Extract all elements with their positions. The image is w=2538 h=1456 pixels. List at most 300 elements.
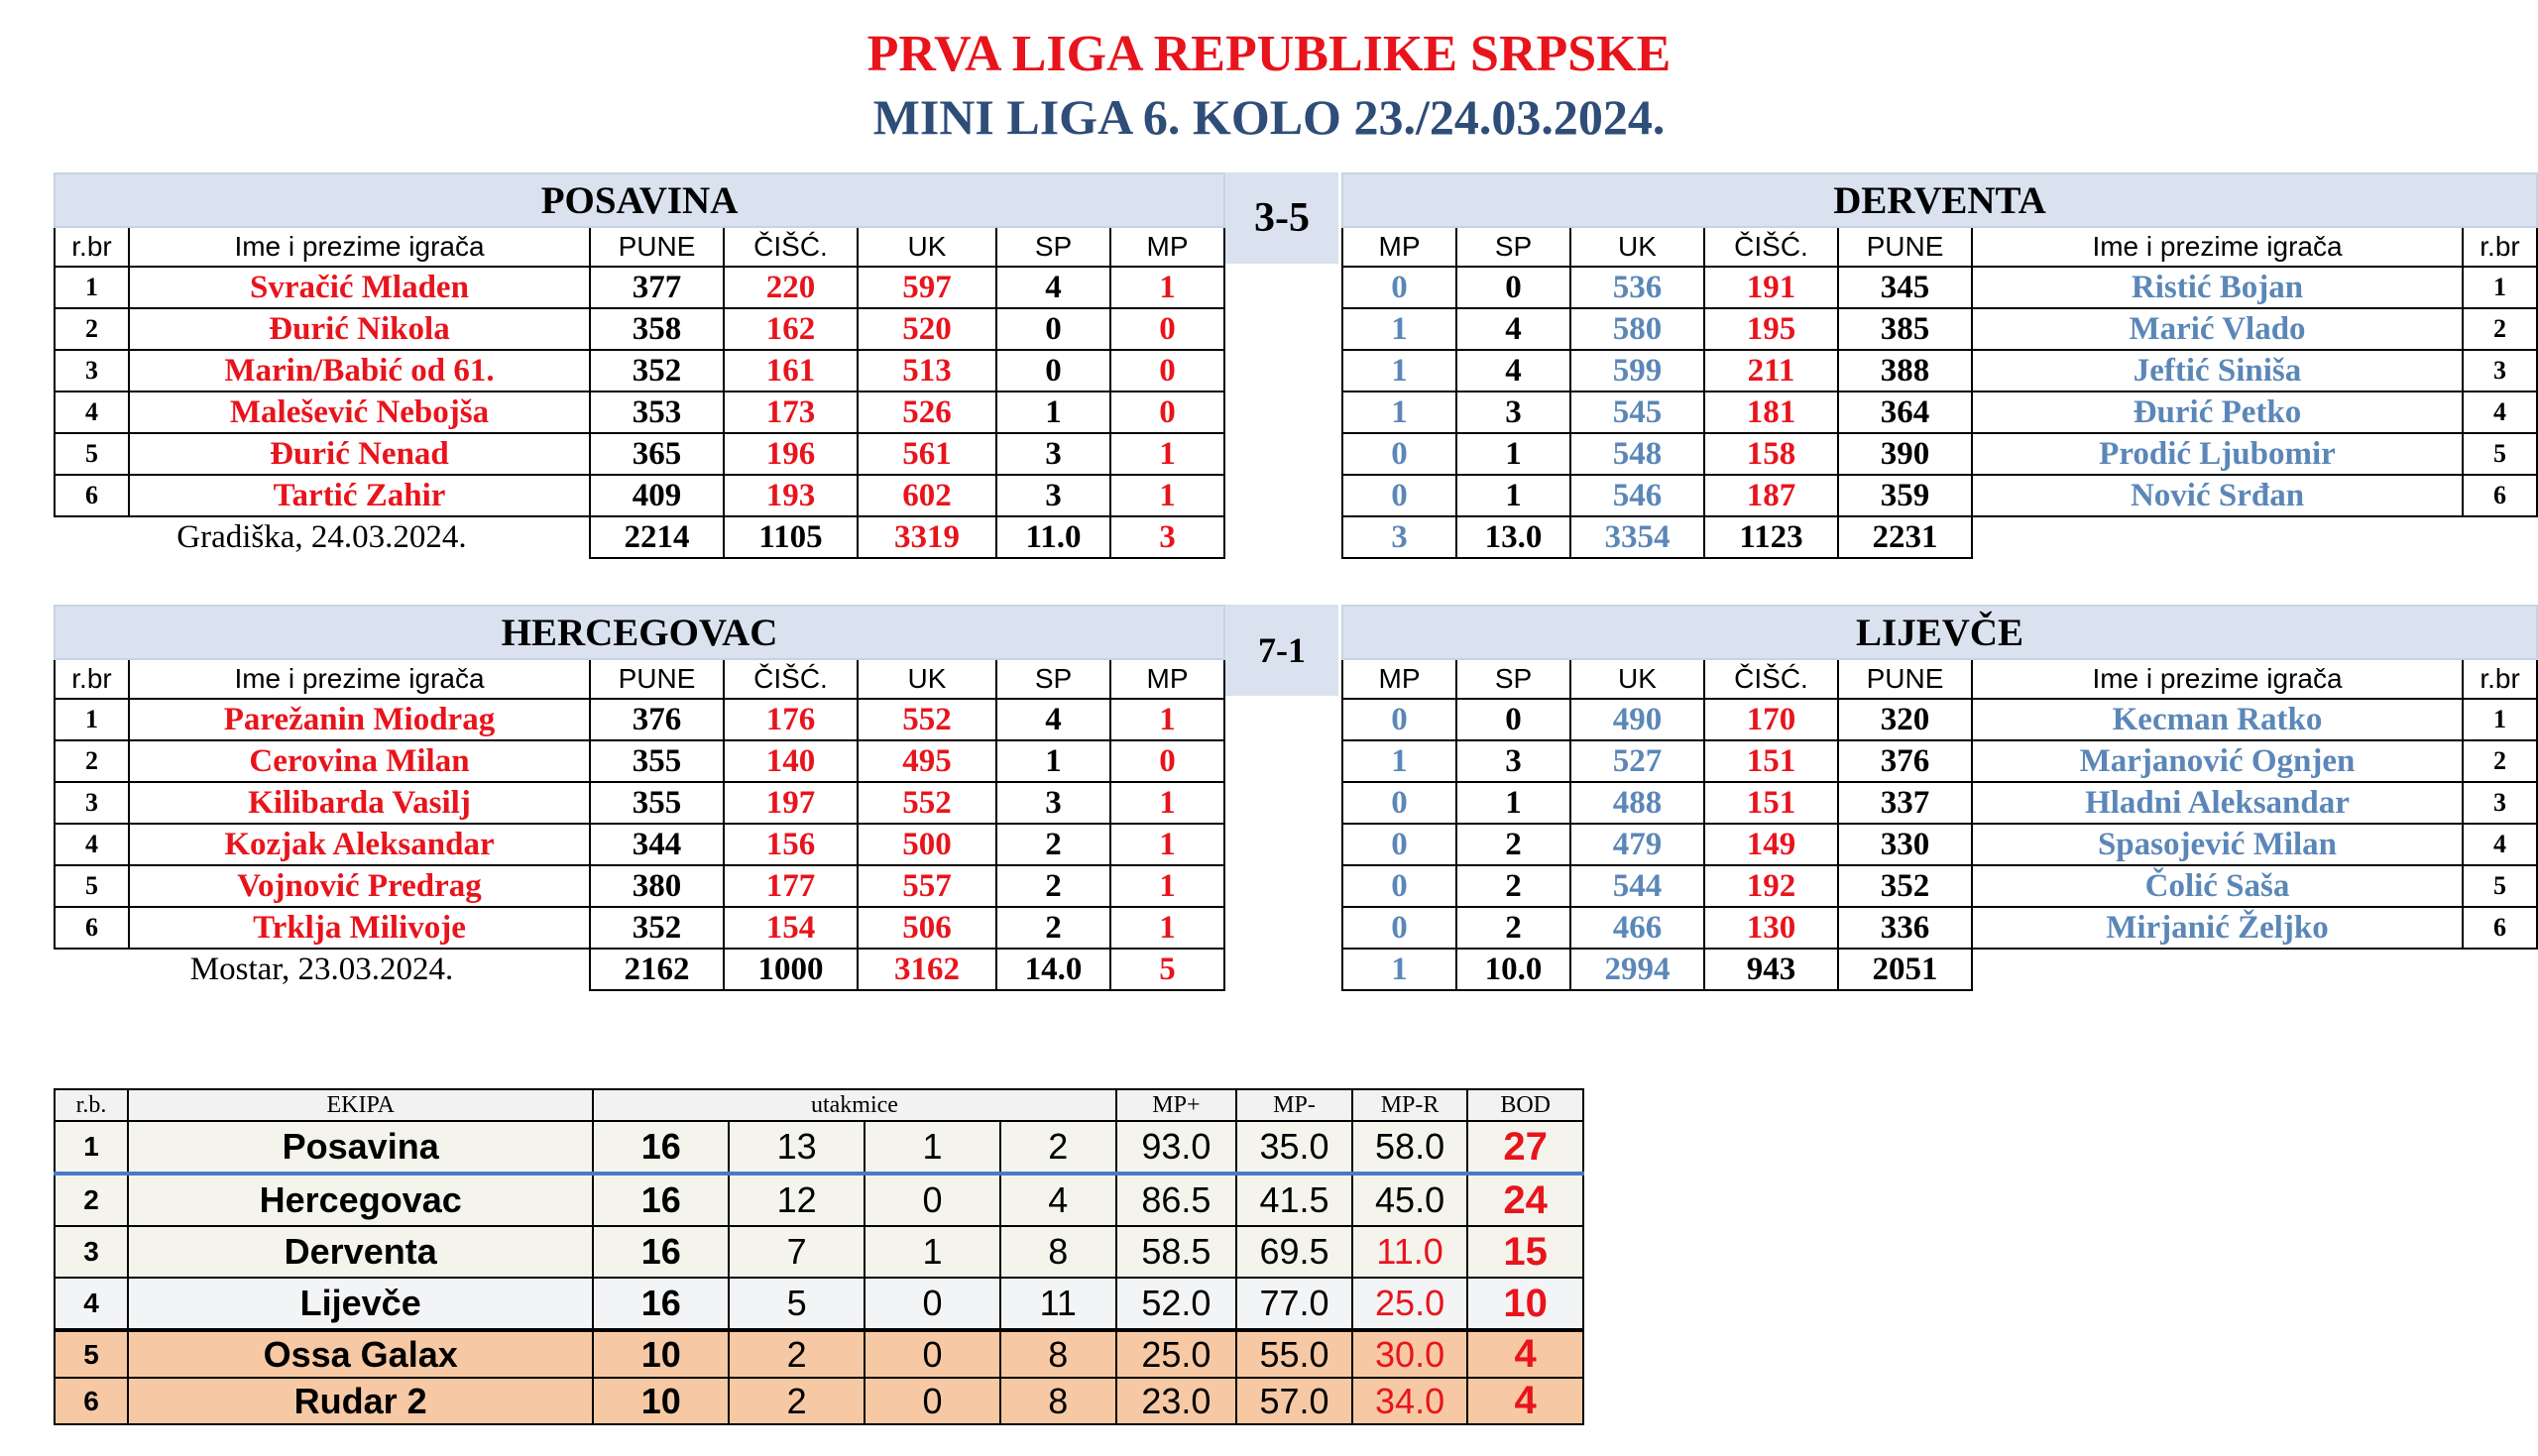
total-uk: 2994	[1570, 949, 1704, 990]
standings-mp-plus: 58.5	[1116, 1226, 1237, 1278]
player-name: Đurić Nenad	[129, 433, 590, 475]
away-total-row	[1342, 949, 2537, 990]
total-pune: 2162	[590, 949, 724, 990]
col-header-mp: MP	[1342, 227, 1456, 267]
standings-mp-minus: 41.5	[1236, 1174, 1352, 1226]
col-header-player: Ime i prezime igrača	[129, 659, 590, 699]
standings-mp-r: 34.0	[1352, 1378, 1468, 1424]
standings-losses: 8	[1000, 1330, 1116, 1378]
standings-played: 16	[593, 1226, 729, 1278]
player-pune: 330	[1838, 824, 1972, 865]
col-header-uk: UK	[1570, 659, 1704, 699]
standings-losses: 11	[1000, 1278, 1116, 1330]
player-uk: 580	[1570, 308, 1704, 350]
player-pune: 377	[590, 267, 724, 308]
player-sp: 4	[996, 699, 1110, 740]
standings-losses: 2	[1000, 1121, 1116, 1174]
standings-mp-plus: 86.5	[1116, 1174, 1237, 1226]
standings-played: 16	[593, 1278, 729, 1330]
home-team-header	[55, 173, 1224, 227]
player-pune: 359	[1838, 475, 1972, 516]
player-row	[55, 267, 1224, 308]
standings-draws: 1	[865, 1121, 1000, 1174]
player-pune: 355	[590, 740, 724, 782]
standings-row	[55, 1121, 1583, 1174]
player-pune: 355	[590, 782, 724, 824]
col-header-uk: UK	[858, 659, 996, 699]
home-team-header	[55, 606, 1224, 659]
player-rbr: 5	[55, 865, 129, 907]
player-uk: 488	[1570, 782, 1704, 824]
player-row	[1342, 699, 2537, 740]
player-mp: 1	[1110, 782, 1224, 824]
col-header-mp: MP	[1342, 659, 1456, 699]
col-header-sp: SP	[1456, 659, 1570, 699]
player-rbr: 6	[55, 475, 129, 516]
standings-header-mp-plus: MP+	[1116, 1089, 1237, 1121]
player-name: Vojnović Predrag	[129, 865, 590, 907]
col-header-player: Ime i prezime igrača	[129, 227, 590, 267]
standings-wins: 12	[729, 1174, 865, 1226]
player-mp: 1	[1110, 475, 1224, 516]
standings-mp-plus: 52.0	[1116, 1278, 1237, 1330]
player-uk: 526	[858, 392, 996, 433]
home-team-table	[54, 605, 1225, 991]
player-mp: 1	[1342, 392, 1456, 433]
player-row	[1342, 865, 2537, 907]
standings-mp-minus: 55.0	[1236, 1330, 1352, 1378]
player-name: Đurić Petko	[1972, 392, 2463, 433]
col-header-cisc: ČIŠĆ.	[724, 659, 858, 699]
player-pune: 388	[1838, 350, 1972, 392]
player-mp: 1	[1342, 350, 1456, 392]
standings-draws: 0	[865, 1278, 1000, 1330]
col-header-cisc: ČIŠĆ.	[1704, 227, 1838, 267]
standings-header-row	[55, 1089, 1583, 1121]
player-cisc: 211	[1704, 350, 1838, 392]
player-uk: 552	[858, 782, 996, 824]
player-rbr: 6	[2463, 475, 2537, 516]
total-pune: 2214	[590, 516, 724, 558]
player-sp: 2	[996, 865, 1110, 907]
player-cisc: 177	[724, 865, 858, 907]
empty-cell	[1972, 949, 2537, 990]
standings-draws: 1	[865, 1226, 1000, 1278]
player-sp: 4	[996, 267, 1110, 308]
player-mp: 1	[1342, 740, 1456, 782]
player-rbr: 4	[55, 392, 129, 433]
total-cisc: 1123	[1704, 516, 1838, 558]
col-header-pune: PUNE	[590, 659, 724, 699]
standings-losses: 8	[1000, 1226, 1116, 1278]
player-cisc: 193	[724, 475, 858, 516]
total-sp: 11.0	[996, 516, 1110, 558]
standings-mp-minus: 57.0	[1236, 1378, 1352, 1424]
col-header-pune: PUNE	[1838, 659, 1972, 699]
player-pune: 376	[1838, 740, 1972, 782]
player-uk: 545	[1570, 392, 1704, 433]
player-cisc: 181	[1704, 392, 1838, 433]
player-cisc: 156	[724, 824, 858, 865]
standings-header-matches: utakmice	[593, 1089, 1115, 1121]
player-cisc: 162	[724, 308, 858, 350]
player-cisc: 196	[724, 433, 858, 475]
player-pune: 390	[1838, 433, 1972, 475]
player-pune: 352	[590, 350, 724, 392]
player-mp: 0	[1342, 699, 1456, 740]
player-uk: 506	[858, 907, 996, 949]
player-rbr: 5	[2463, 865, 2537, 907]
total-mp: 5	[1110, 949, 1224, 990]
player-cisc: 130	[1704, 907, 1838, 949]
standings-rank: 2	[55, 1174, 128, 1226]
player-uk: 548	[1570, 433, 1704, 475]
standings-mp-plus: 23.0	[1116, 1378, 1237, 1424]
standings-rank: 4	[55, 1278, 128, 1330]
player-rbr: 4	[2463, 824, 2537, 865]
standings-team: Lijevče	[128, 1278, 593, 1330]
player-row	[55, 308, 1224, 350]
player-pune: 352	[1838, 865, 1972, 907]
player-sp: 4	[1456, 350, 1570, 392]
player-cisc: 192	[1704, 865, 1838, 907]
home-team-name: HERCEGOVAC	[55, 606, 1224, 659]
away-team-table	[1341, 172, 2538, 559]
standings-played: 16	[593, 1174, 729, 1226]
player-row	[55, 782, 1224, 824]
player-row	[1342, 267, 2537, 308]
player-name: Svračić Mladen	[129, 267, 590, 308]
standings-mp-minus: 69.5	[1236, 1226, 1352, 1278]
player-cisc: 170	[1704, 699, 1838, 740]
player-rbr: 2	[2463, 308, 2537, 350]
away-team-header	[1342, 173, 2537, 227]
player-uk: 557	[858, 865, 996, 907]
total-uk: 3162	[858, 949, 996, 990]
standings-row	[55, 1226, 1583, 1278]
player-cisc: 151	[1704, 782, 1838, 824]
col-header-mp: MP	[1110, 659, 1224, 699]
standings-losses: 8	[1000, 1378, 1116, 1424]
standings-draws: 0	[865, 1330, 1000, 1378]
away-column-header-row	[1342, 227, 2537, 267]
player-row	[55, 740, 1224, 782]
player-pune: 385	[1838, 308, 1972, 350]
player-pune: 358	[590, 308, 724, 350]
player-mp: 0	[1110, 350, 1224, 392]
total-sp: 14.0	[996, 949, 1110, 990]
player-rbr: 1	[2463, 267, 2537, 308]
standings-row	[55, 1174, 1583, 1226]
col-header-uk: UK	[858, 227, 996, 267]
total-pune: 2051	[1838, 949, 1972, 990]
player-name: Hladni Aleksandar	[1972, 782, 2463, 824]
player-cisc: 197	[724, 782, 858, 824]
player-row	[1342, 475, 2537, 516]
total-uk: 3354	[1570, 516, 1704, 558]
player-pune: 344	[590, 824, 724, 865]
match-place-date: Gradiška, 24.03.2024.	[176, 519, 467, 555]
player-sp: 1	[996, 740, 1110, 782]
col-header-cisc: ČIŠĆ.	[724, 227, 858, 267]
player-mp: 0	[1110, 308, 1224, 350]
player-cisc: 173	[724, 392, 858, 433]
standings-mp-r: 25.0	[1352, 1278, 1468, 1330]
standings-header-mp-r: MP-R	[1352, 1089, 1468, 1121]
player-sp: 2	[1456, 824, 1570, 865]
player-pune: 380	[590, 865, 724, 907]
player-row	[1342, 907, 2537, 949]
player-mp: 1	[1110, 907, 1224, 949]
player-uk: 466	[1570, 907, 1704, 949]
player-row	[55, 475, 1224, 516]
match-score: 7-1	[1225, 605, 1338, 696]
player-name: Marin/Babić od 61.	[129, 350, 590, 392]
player-mp: 1	[1110, 699, 1224, 740]
player-row	[55, 865, 1224, 907]
standings-wins: 2	[729, 1330, 865, 1378]
player-sp: 3	[996, 782, 1110, 824]
player-mp: 0	[1342, 782, 1456, 824]
standings-mp-plus: 25.0	[1116, 1330, 1237, 1378]
player-cisc: 195	[1704, 308, 1838, 350]
player-rbr: 1	[55, 267, 129, 308]
player-mp: 1	[1342, 308, 1456, 350]
player-sp: 0	[1456, 699, 1570, 740]
total-cisc: 1105	[724, 516, 858, 558]
col-header-uk: UK	[1570, 227, 1704, 267]
col-header-cisc: ČIŠĆ.	[1704, 659, 1838, 699]
player-rbr: 3	[55, 782, 129, 824]
col-header-sp: SP	[1456, 227, 1570, 267]
standings-points: 15	[1467, 1226, 1583, 1278]
standings-header-mp-minus: MP-	[1236, 1089, 1352, 1121]
player-cisc: 140	[724, 740, 858, 782]
standings-team: Hercegovac	[128, 1174, 593, 1226]
player-row	[55, 433, 1224, 475]
player-cisc: 149	[1704, 824, 1838, 865]
standings-team: Rudar 2	[128, 1378, 593, 1424]
standings-points: 4	[1467, 1330, 1583, 1378]
player-mp: 1	[1110, 865, 1224, 907]
standings-draws: 0	[865, 1378, 1000, 1424]
match-score: 3-5	[1225, 172, 1338, 264]
player-cisc: 220	[724, 267, 858, 308]
standings-wins: 5	[729, 1278, 865, 1330]
standings-team: Ossa Galax	[128, 1330, 593, 1378]
player-rbr: 6	[2463, 907, 2537, 949]
player-pune: 409	[590, 475, 724, 516]
player-sp: 3	[1456, 392, 1570, 433]
player-name: Kozjak Aleksandar	[129, 824, 590, 865]
col-header-mp: MP	[1110, 227, 1224, 267]
player-sp: 0	[1456, 267, 1570, 308]
standings-points: 24	[1467, 1174, 1583, 1226]
player-name: Ristić Bojan	[1972, 267, 2463, 308]
col-header-sp: SP	[996, 659, 1110, 699]
player-row	[1342, 308, 2537, 350]
player-mp: 0	[1110, 740, 1224, 782]
player-sp: 2	[996, 907, 1110, 949]
player-name: Trklja Milivoje	[129, 907, 590, 949]
match-place-date: Mostar, 23.03.2024.	[189, 952, 454, 987]
player-cisc: 151	[1704, 740, 1838, 782]
player-pune: 336	[1838, 907, 1972, 949]
col-header-rbr: r.br	[2463, 659, 2537, 699]
player-row	[55, 392, 1224, 433]
player-rbr: 1	[2463, 699, 2537, 740]
player-name: Jeftić Siniša	[1972, 350, 2463, 392]
player-sp: 1	[1456, 475, 1570, 516]
player-sp: 3	[996, 475, 1110, 516]
standings-played: 10	[593, 1330, 729, 1378]
standings-header-team: EKIPA	[128, 1089, 593, 1121]
player-sp: 2	[996, 824, 1110, 865]
home-column-header-row	[55, 227, 1224, 267]
away-team-name: DERVENTA	[1342, 173, 2537, 227]
standings-rank: 5	[55, 1330, 128, 1378]
player-mp: 0	[1342, 475, 1456, 516]
total-cisc: 943	[1704, 949, 1838, 990]
player-row	[1342, 392, 2537, 433]
player-sp: 4	[1456, 308, 1570, 350]
player-name: Nović Srđan	[1972, 475, 2463, 516]
total-uk: 3319	[858, 516, 996, 558]
total-cisc: 1000	[724, 949, 858, 990]
total-mp: 3	[1110, 516, 1224, 558]
player-mp: 0	[1342, 267, 1456, 308]
player-name: Marjanović Ognjen	[1972, 740, 2463, 782]
col-header-rbr: r.br	[55, 659, 129, 699]
player-pune: 353	[590, 392, 724, 433]
standings-mp-plus: 93.0	[1116, 1121, 1237, 1174]
player-uk: 495	[858, 740, 996, 782]
away-team-header	[1342, 606, 2537, 659]
home-total-row	[55, 949, 1224, 990]
player-name: Tartić Zahir	[129, 475, 590, 516]
standings-mp-minus: 77.0	[1236, 1278, 1352, 1330]
player-sp: 2	[1456, 865, 1570, 907]
player-uk: 513	[858, 350, 996, 392]
standings-played: 10	[593, 1378, 729, 1424]
player-sp: 3	[1456, 740, 1570, 782]
page-title: PRVA LIGA REPUBLIKE SRPSKE	[866, 26, 1672, 82]
standings-points: 4	[1467, 1378, 1583, 1424]
player-rbr: 2	[2463, 740, 2537, 782]
player-rbr: 5	[2463, 433, 2537, 475]
player-uk: 479	[1570, 824, 1704, 865]
player-uk: 552	[858, 699, 996, 740]
player-rbr: 3	[55, 350, 129, 392]
player-pune: 376	[590, 699, 724, 740]
standings-points: 27	[1467, 1121, 1583, 1174]
player-uk: 544	[1570, 865, 1704, 907]
standings-rank: 6	[55, 1378, 128, 1424]
player-name: Cerovina Milan	[129, 740, 590, 782]
total-pune: 2231	[1838, 516, 1972, 558]
player-uk: 520	[858, 308, 996, 350]
player-sp: 3	[996, 433, 1110, 475]
player-pune: 364	[1838, 392, 1972, 433]
player-pune: 365	[590, 433, 724, 475]
player-cisc: 191	[1704, 267, 1838, 308]
player-pune: 320	[1838, 699, 1972, 740]
player-pune: 352	[590, 907, 724, 949]
player-row	[1342, 350, 2537, 392]
standings-row	[55, 1330, 1583, 1378]
player-mp: 0	[1342, 865, 1456, 907]
player-sp: 0	[996, 350, 1110, 392]
standings-rank: 1	[55, 1121, 128, 1174]
home-total-row	[55, 516, 1224, 558]
standings-points: 10	[1467, 1278, 1583, 1330]
player-row	[55, 699, 1224, 740]
player-sp: 0	[996, 308, 1110, 350]
standings-mp-r: 45.0	[1352, 1174, 1468, 1226]
player-rbr: 2	[55, 308, 129, 350]
player-uk: 546	[1570, 475, 1704, 516]
home-column-header-row	[55, 659, 1224, 699]
standings-row	[55, 1278, 1583, 1330]
player-uk: 527	[1570, 740, 1704, 782]
player-name: Kecman Ratko	[1972, 699, 2463, 740]
player-mp: 0	[1110, 392, 1224, 433]
player-row	[55, 907, 1224, 949]
away-team-name: LIJEVČE	[1342, 606, 2537, 659]
player-mp: 0	[1342, 907, 1456, 949]
standings-wins: 13	[729, 1121, 865, 1174]
player-uk: 602	[858, 475, 996, 516]
player-cisc: 176	[724, 699, 858, 740]
col-header-rbr: r.br	[55, 227, 129, 267]
standings-team: Posavina	[128, 1121, 593, 1174]
player-row	[55, 350, 1224, 392]
player-mp: 1	[1110, 267, 1224, 308]
standings-header-bod: BOD	[1467, 1089, 1583, 1121]
player-cisc: 154	[724, 907, 858, 949]
player-name: Marić Vlado	[1972, 308, 2463, 350]
player-uk: 536	[1570, 267, 1704, 308]
total-sp: 13.0	[1456, 516, 1570, 558]
col-header-player: Ime i prezime igrača	[1972, 659, 2463, 699]
col-header-pune: PUNE	[1838, 227, 1972, 267]
standings-rank: 3	[55, 1226, 128, 1278]
player-mp: 1	[1110, 433, 1224, 475]
away-column-header-row	[1342, 659, 2537, 699]
col-header-sp: SP	[996, 227, 1110, 267]
player-name: Kilibarda Vasilj	[129, 782, 590, 824]
player-mp: 0	[1342, 433, 1456, 475]
away-team-table	[1341, 605, 2538, 991]
player-uk: 490	[1570, 699, 1704, 740]
page-subtitle: MINI LIGA 6. KOLO 23./24.03.2024.	[872, 89, 1666, 145]
player-mp: 1	[1110, 824, 1224, 865]
player-cisc: 158	[1704, 433, 1838, 475]
empty-cell	[1972, 516, 2537, 558]
standings-wins: 2	[729, 1378, 865, 1424]
col-header-player: Ime i prezime igrača	[1972, 227, 2463, 267]
standings-draws: 0	[865, 1174, 1000, 1226]
player-row	[1342, 433, 2537, 475]
player-name: Čolić Saša	[1972, 865, 2463, 907]
standings-wins: 7	[729, 1226, 865, 1278]
player-mp: 0	[1342, 824, 1456, 865]
player-row	[55, 824, 1224, 865]
player-name: Spasojević Milan	[1972, 824, 2463, 865]
total-mp: 1	[1342, 949, 1456, 990]
player-rbr: 5	[55, 433, 129, 475]
home-team-table	[54, 172, 1225, 559]
